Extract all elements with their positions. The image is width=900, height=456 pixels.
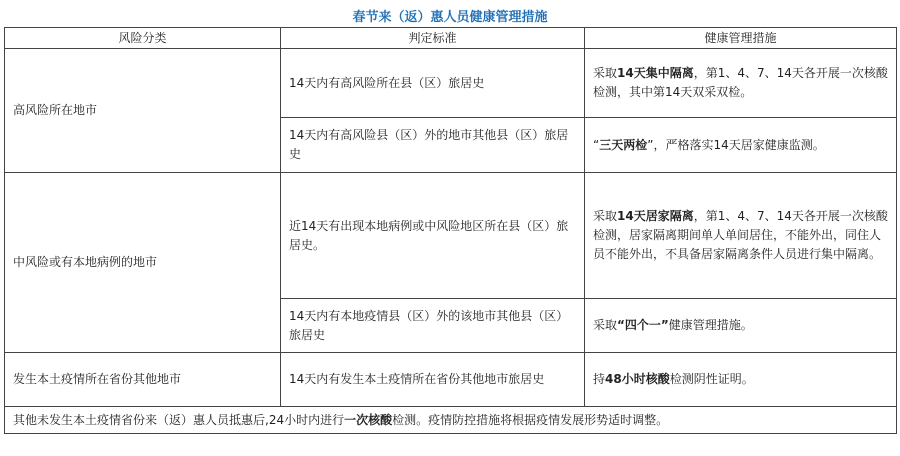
table-header-row [5,28,897,49]
table-row [5,49,897,118]
footer-note: 其他未发生本土疫情省份来（返）惠人员抵惠后,24小时内进行一次核酸检测。疫情防控措施将根据疫情发展形势适时调整。 [5,407,897,434]
risk-category-cell [5,353,281,407]
measure-cell: 采取“四个一”健康管理措施。 [585,299,897,353]
table-row [5,353,897,407]
risk-category-label: 高风险所在地市 [13,103,98,117]
measure-cell: 采取14天集中隔离，第1、4、7、14天各开展一次核酸检测，其中第14天双采双检。 [585,49,897,118]
risk-category-label: 中风险或有本地病例的地市 [13,255,158,269]
measure-cell: 持48小时核酸检测阴性证明。 [585,353,897,407]
table-row [5,173,897,299]
health-measures-table [4,27,897,434]
measure-cell: 采取14天居家隔离，第1、4、7、14天各开展一次核酸检测，居家隔离期间单人单间居住，不能外出，同住人员不能外出，不具备居家隔离条件人员进行集中隔离。 [585,173,897,299]
header-measures: 健康管理措施 [585,28,897,49]
criterion-cell: 近14天有出现本地病例或中风险地区所在县（区）旅居史。 [281,173,585,299]
criterion-cell: 14天内有本地疫情县（区）外的该地市其他县（区）旅居史 [281,299,585,353]
criterion-cell: 14天内有高风险所在县（区）旅居史 [281,49,585,118]
header-risk-category: 风险分类 [5,28,281,49]
header-criteria: 判定标准 [281,28,585,49]
risk-category-label: 发生本土疫情所在省份其他地市 [13,372,182,386]
criterion-cell: 14天内有高风险县（区）外的地市其他县（区）旅居史 [281,118,585,173]
risk-category-cell [5,49,281,173]
criterion-cell: 14天内有发生本土疫情所在省份其他地市旅居史 [281,353,585,407]
footer-row [5,407,897,434]
page-title: 春节来（返）惠人员健康管理措施 [352,10,548,25]
measure-cell: “三天两检”，严格落实14天居家健康监测。 [585,118,897,173]
risk-category-cell [5,173,281,353]
